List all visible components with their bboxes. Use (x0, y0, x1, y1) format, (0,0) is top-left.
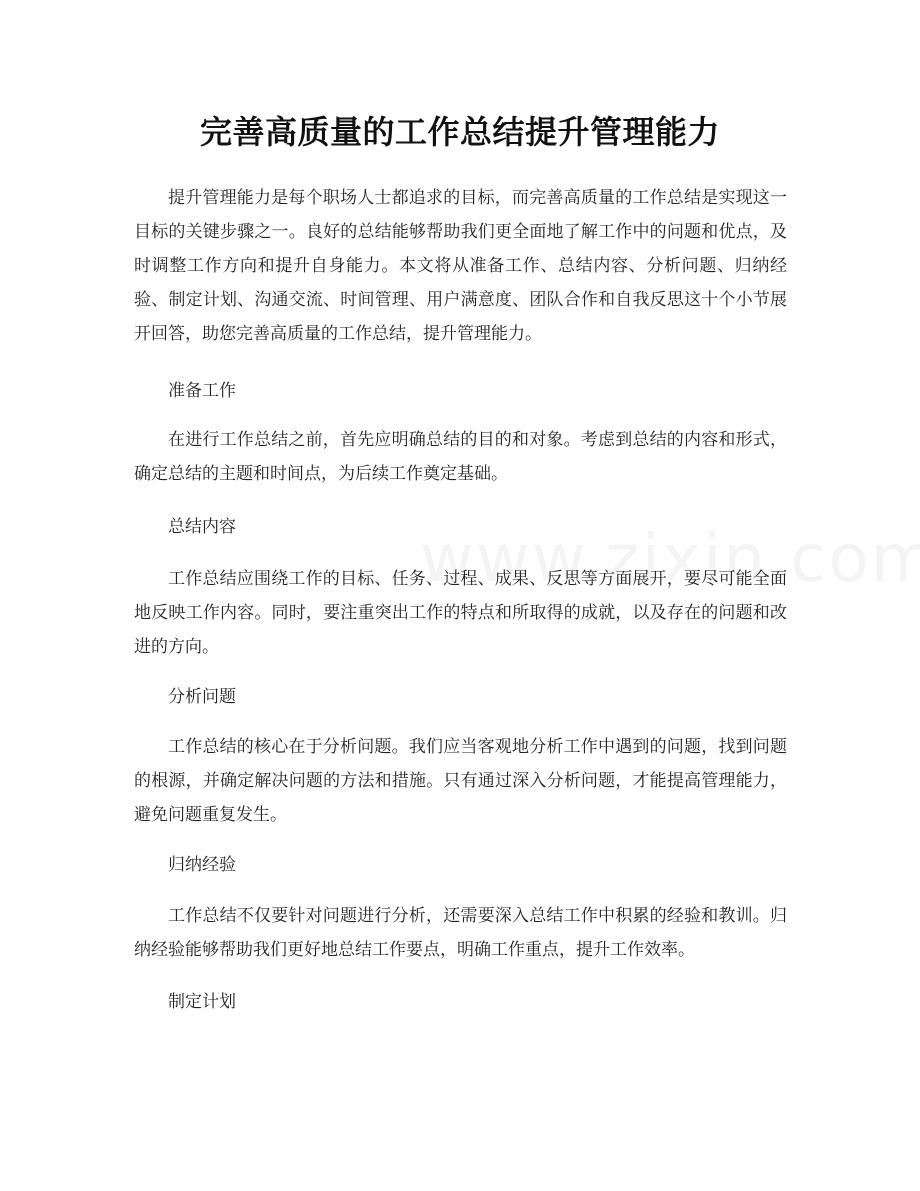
section-heading-experience: 归纳经验 (168, 855, 236, 875)
intro-paragraph: 提升管理能力是每个职场人士都追求的目标，而完善高质量的工作总结是实现这一目标的关键步骤之一。良好的总结能够帮助我们更全面地了解工作中的问题和优点，及时调整工作方向和提升自身能力。本文将从准备工作、总结内容、分析问题、归纳经验、制定计划、沟通交流、时间管理、用户满意度、团队合作和自我反思这十个小节展开回答，助您完善高质量的工作总结，提升管理能力。 (134, 188, 787, 344)
document-title: 完善高质量的工作总结提升管理能力 (199, 113, 720, 151)
section-heading-plan: 制定计划 (168, 992, 236, 1012)
section-heading-prepare: 准备工作 (168, 381, 236, 401)
section-text-experience: 工作总结不仅要针对问题进行分析，还需要深入总结工作中积累的经验和教训。归纳经验能够帮助我们更好地总结工作要点，明确工作重点，提升工作效率。 (134, 906, 787, 960)
section-text-content: 工作总结应围绕工作的目标、任务、过程、成果、反思等方面展开，要尽可能全面地反映工作内容。同时，要注重突出工作的特点和所取得的成就，以及存在的问题和改进的方向。 (134, 569, 787, 657)
section-text-prepare: 在进行工作总结之前，首先应明确总结的目的和对象。考虑到总结的内容和形式，确定总结的主题和时间点，为后续工作奠定基础。 (134, 430, 787, 484)
section-heading-content: 总结内容 (168, 517, 236, 537)
section-text-analyze: 工作总结的核心在于分析问题。我们应当客观地分析工作中遇到的问题，找到问题的根源，并确定解决问题的方法和措施。只有通过深入分析问题，才能提高管理能力，避免问题重复发生。 (134, 737, 787, 825)
section-heading-analyze: 分析问题 (168, 687, 236, 707)
